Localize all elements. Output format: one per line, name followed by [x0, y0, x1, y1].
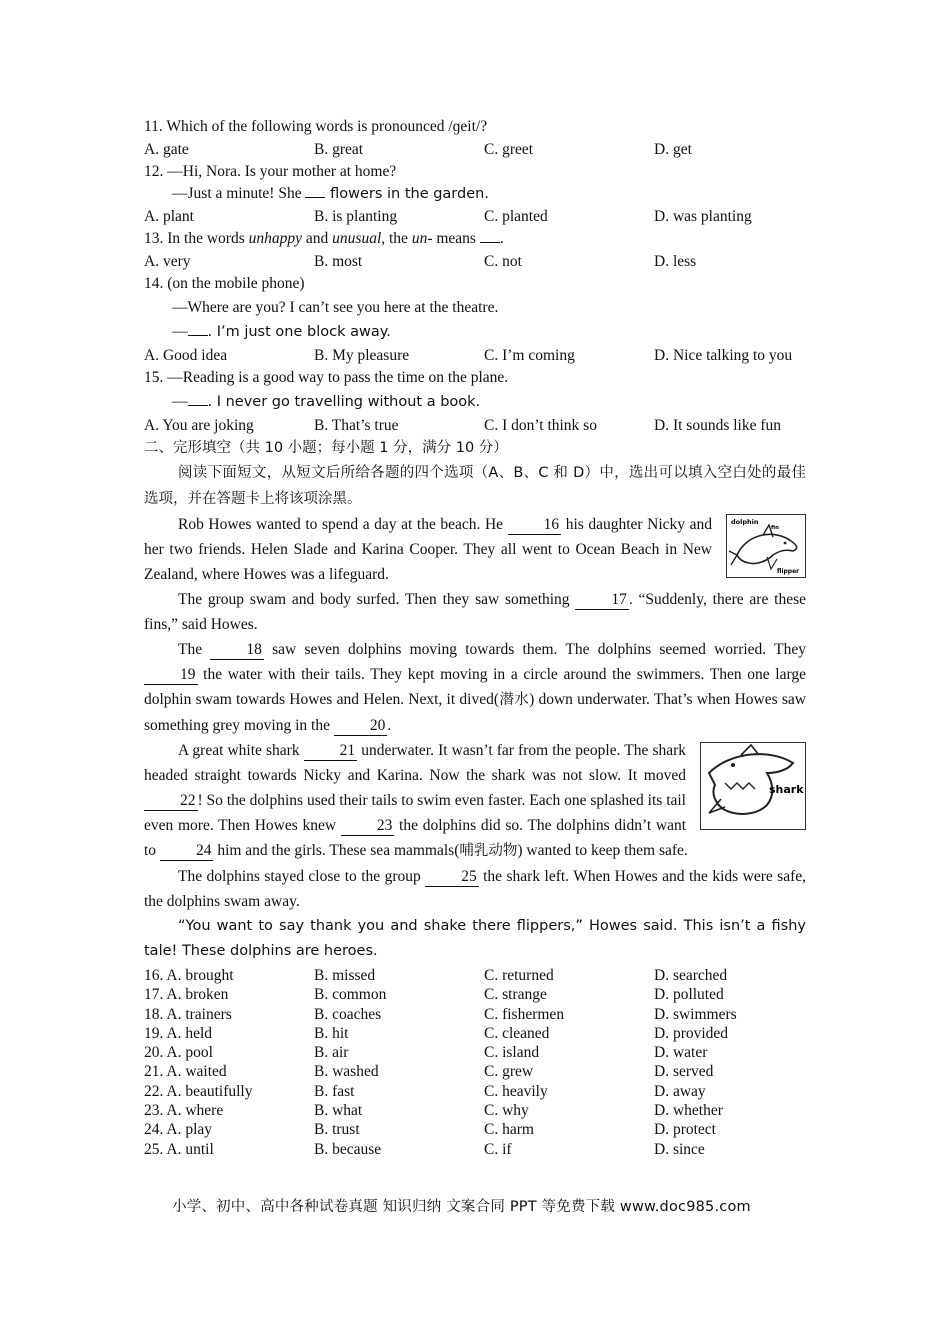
option-b[interactable]: B. coaches: [314, 1005, 382, 1023]
answer-blank: [305, 197, 325, 198]
passage-text: ) down underwater. That’s when Howes saw something grey moving in the: [144, 691, 807, 734]
reply-text: —Just a minute! She: [172, 185, 306, 202]
option-c[interactable]: C. heavily: [484, 1082, 548, 1100]
cloze-option-row-23: [144, 1101, 806, 1120]
option-d[interactable]: D. water: [654, 1044, 708, 1062]
stem-text: 13. In the words: [144, 230, 249, 247]
option-b[interactable]: B. hit: [314, 1024, 349, 1042]
option-c[interactable]: C. planted: [484, 208, 548, 225]
option-d[interactable]: D. provided: [654, 1024, 729, 1042]
passage-text: saw seven dolphins moving towards them. The dolphins seemed worried. They: [263, 641, 806, 658]
option-b[interactable]: B. missed: [314, 967, 376, 984]
option-d[interactable]: D. swimmers: [654, 1005, 737, 1023]
option-d[interactable]: D. protect: [654, 1121, 716, 1139]
option-a[interactable]: A. Good idea: [144, 347, 228, 364]
passage-text: The dolphins stayed close to the group: [178, 868, 426, 885]
question-12-options: [144, 205, 806, 228]
cloze-option-row-25: [144, 1140, 806, 1159]
question-13-stem: [144, 228, 806, 250]
option-c[interactable]: C. greet: [484, 141, 534, 158]
cloze-options: [144, 966, 806, 1159]
question-11-stem: 11. Which of the following words is pronounced /ɡeit/?: [144, 118, 488, 135]
option-b[interactable]: B. trust: [314, 1121, 360, 1139]
option-a[interactable]: A. plant: [144, 208, 194, 225]
question-12-reply: [144, 183, 806, 205]
option-a[interactable]: 25. A. until: [144, 1140, 214, 1158]
passage-text: him and the girls. These sea mammals(: [213, 842, 460, 859]
question-12-stem: 12. —Hi, Nora. Is your mother at home?: [144, 163, 397, 180]
passage-paragraph-2: [144, 587, 806, 637]
option-a[interactable]: 16. A. brought: [144, 967, 234, 984]
reply-text: . I never go travelling without a book.: [207, 394, 481, 410]
passage-text: the shark left. When Howes and the kids were safe, the dolphins swam away.: [144, 868, 807, 910]
option-c[interactable]: C. strange: [484, 986, 547, 1004]
passage-text: A great white shark: [178, 742, 304, 759]
stem-text: and: [302, 230, 333, 247]
shark-illustration: [700, 742, 806, 830]
blank-22: 22: [144, 792, 198, 811]
passage-paragraph-3: [144, 637, 806, 738]
option-c[interactable]: C. grew: [484, 1063, 534, 1081]
option-a[interactable]: A. very: [144, 253, 191, 270]
passage-text: Rob Howes wanted to spend a day at the beach. He: [178, 516, 508, 533]
option-a[interactable]: 21. A. waited: [144, 1063, 227, 1081]
question-11-options: [144, 138, 806, 161]
option-d[interactable]: D. was planting: [654, 208, 752, 225]
option-d[interactable]: D. away: [654, 1082, 706, 1100]
option-b[interactable]: B. because: [314, 1140, 382, 1158]
question-13-options: [144, 250, 806, 273]
option-c[interactable]: C. cleaned: [484, 1024, 550, 1042]
option-a[interactable]: A. You are joking: [144, 417, 254, 434]
passage-paragraph-1: [144, 512, 806, 587]
passage-text: ) wanted to keep them safe.: [517, 842, 688, 859]
option-d[interactable]: D. Nice talking to you: [654, 347, 793, 364]
option-a[interactable]: 18. A. trainers: [144, 1005, 232, 1023]
passage-text: . “Suddenly, there are these fins,” said Howes.: [144, 591, 806, 633]
answer-blank: [188, 335, 208, 336]
cloze-option-row-21: [144, 1062, 806, 1081]
blank-18: 18: [210, 641, 264, 660]
cloze-option-row-24: [144, 1120, 806, 1139]
stem-text: , the: [381, 230, 412, 247]
cloze-option-row-19: [144, 1024, 806, 1043]
cloze-option-row-22: [144, 1082, 806, 1101]
option-a[interactable]: 22. A. beautifully: [144, 1082, 253, 1100]
dolphin-illustration: [726, 514, 806, 578]
passage-paragraph-6: “You want to say thank you and shake there flippers,” Howes said. This isn’t a fishy tale! These dolphins are heroes.: [144, 918, 806, 959]
blank-17: 17: [575, 591, 629, 610]
passage-text: .: [387, 717, 392, 734]
prefix-un: un-: [411, 230, 433, 247]
shark-label: shark: [769, 783, 804, 796]
answer-blank: [188, 405, 208, 406]
passage-text: The: [178, 641, 211, 658]
passage-text: ! So the dolphins used their tails to swim even faster. Each one splashed its tail even more. Then Howes knew: [144, 792, 686, 834]
passage-paragraph-4: [144, 738, 806, 864]
cloze-option-row-17: [144, 985, 806, 1004]
blank-23: 23: [341, 817, 395, 836]
option-a[interactable]: 19. A. held: [144, 1024, 213, 1042]
cloze-option-row-16: [144, 966, 806, 985]
passage-text: 潜水: [499, 692, 530, 708]
page-footer: 小学、初中、高中各种试卷真题 知识归纳 文案合同 PPT 等免费下载 www.doc985.com: [172, 1199, 751, 1215]
option-d[interactable]: D. since: [654, 1140, 705, 1158]
option-b[interactable]: B. great: [314, 141, 364, 158]
option-a[interactable]: 24. A. play: [144, 1121, 213, 1139]
blank-24: 24: [160, 842, 214, 861]
stem-text: means: [432, 230, 480, 247]
question-14-reply: [144, 320, 806, 344]
blank-20: 20: [334, 717, 388, 736]
option-b[interactable]: B. That’s true: [314, 417, 399, 434]
question-14-options: [144, 344, 806, 367]
passage-paragraph-5: [144, 864, 806, 914]
blank-16: 16: [508, 516, 562, 535]
option-d[interactable]: D. less: [654, 253, 697, 270]
option-b[interactable]: B. most: [314, 253, 363, 270]
passage-text: 哺乳动物: [459, 843, 518, 859]
option-c[interactable]: C. why: [484, 1102, 529, 1120]
option-a[interactable]: 17. A. broken: [144, 986, 229, 1004]
option-d[interactable]: D. get: [654, 141, 692, 158]
reply-text: —: [172, 323, 188, 340]
question-15-options: [144, 414, 806, 437]
option-c[interactable]: C. I’m coming: [484, 347, 575, 364]
dolphin-label: dolphin: [731, 518, 759, 526]
option-c[interactable]: C. returned: [484, 967, 554, 984]
option-c[interactable]: C. if: [484, 1140, 512, 1158]
cloze-option-row-20: [144, 1043, 806, 1062]
option-a[interactable]: A. gate: [144, 141, 189, 158]
fin-label: fin: [771, 525, 779, 531]
stem-text: .: [499, 230, 504, 247]
option-b[interactable]: B. what: [314, 1102, 363, 1120]
question-14-stem: 14. (on the mobile phone): [144, 275, 305, 292]
option-d[interactable]: D. It sounds like fun: [654, 417, 782, 434]
word-unusual: unusual: [332, 230, 382, 247]
question-15-reply: [144, 389, 806, 414]
option-b[interactable]: B. fast: [314, 1082, 355, 1100]
blank-19: 19: [144, 666, 198, 685]
option-b[interactable]: B. common: [314, 986, 387, 1004]
passage-text: the water with their tails. They kept moving in a circle around the swimmers. Then one large dolphin swam towards Howes and Helen. Next, it dived(: [144, 666, 806, 708]
option-d[interactable]: D. whether: [654, 1102, 723, 1120]
passage-text: the dolphins did so. The dolphins didn’t want to: [144, 817, 687, 859]
option-c[interactable]: C. I don’t think so: [484, 417, 597, 434]
option-b[interactable]: B. air: [314, 1044, 349, 1062]
option-d[interactable]: D. searched: [654, 967, 728, 984]
flipper-label: flipper: [777, 568, 800, 575]
option-c[interactable]: C. not: [484, 253, 522, 270]
cloze-option-row-18: [144, 1005, 806, 1024]
section-instruction: 阅读下面短文，从短文后所给各题的四个选项（A、B、C 和 D）中，选出可以填入空白处的最佳选项，并在答题卡上将该项涂黑。: [144, 465, 806, 507]
reply-text: flowers in the garden.: [325, 186, 489, 202]
option-d[interactable]: D. polluted: [654, 986, 724, 1004]
exam-page: [144, 116, 806, 1159]
section-title: 二、完形填空（共 10 小题；每小题 1 分，满分 10 分）: [144, 440, 508, 456]
option-b[interactable]: B. is planting: [314, 208, 398, 225]
option-b[interactable]: B. washed: [314, 1063, 379, 1081]
option-a[interactable]: 20. A. pool: [144, 1044, 213, 1062]
blank-21: 21: [304, 742, 358, 761]
passage-text: underwater. It wasn’t far from the people. The shark headed straight towards Nicky and Karina. Now the shark was not slow. It moved: [144, 742, 687, 784]
passage-text: his daughter Nicky and her two friends. Helen Slade and Karina Cooper. They all went to Ocean Beach in New Zealand, where Howes was a lifeguard.: [144, 516, 712, 583]
option-a[interactable]: 23. A. where: [144, 1102, 224, 1120]
option-d[interactable]: D. served: [654, 1063, 714, 1081]
blank-25: 25: [425, 868, 479, 887]
question-15-stem: 15. —Reading is a good way to pass the time on the plane.: [144, 369, 509, 386]
word-unhappy: unhappy: [248, 230, 303, 247]
answer-blank: [480, 242, 500, 243]
option-c[interactable]: C. fishermen: [484, 1005, 565, 1023]
option-c[interactable]: C. harm: [484, 1121, 534, 1139]
option-c[interactable]: C. island: [484, 1044, 540, 1062]
passage-text: The group swam and body surfed. Then they saw something: [178, 591, 576, 608]
option-b[interactable]: B. My pleasure: [314, 347, 410, 364]
question-14-line: —Where are you? I can’t see you here at the theatre.: [172, 299, 499, 316]
reply-text: . I’m just one block away.: [207, 324, 391, 340]
reply-text: —: [172, 393, 188, 410]
